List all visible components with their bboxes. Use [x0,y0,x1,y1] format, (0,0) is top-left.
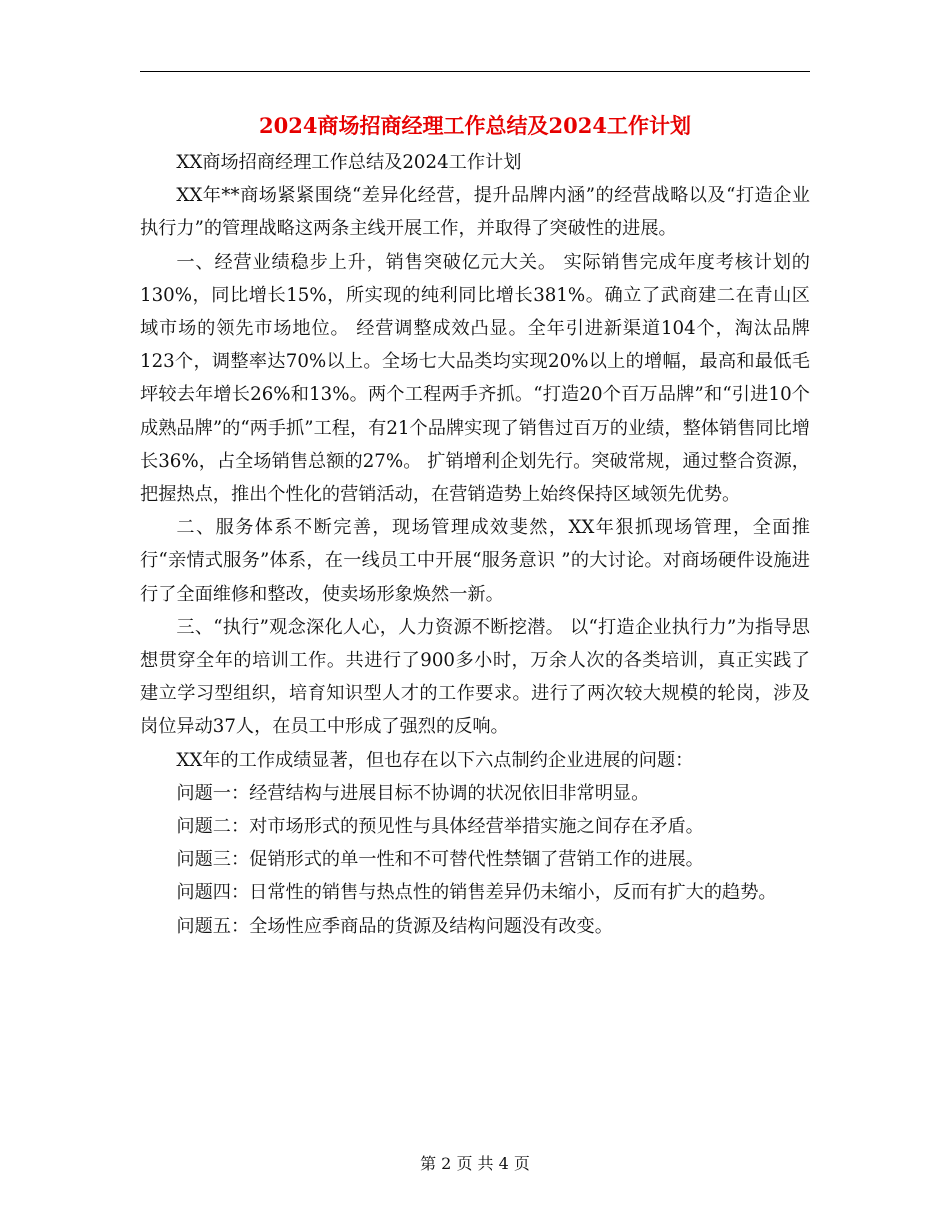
paragraph-section-2: 二、服务体系不断完善，现场管理成效斐然，XX年狠抓现场管理，全面推行“亲情式服务”体系，在一线员工中开展“服务意识 ”的大讨论。对商场硬件设施进行了全面维修和整改，使卖场形象焕然一新。 [140,517,810,605]
paragraph-problem-4: 问题四：日常性的销售与热点性的销售差异仍未缩小，反而有扩大的趋势。 [176,882,777,904]
paragraph-section-1: 一、经营业绩稳步上升，销售突破亿元大关。 实际销售完成年度考核计划的130%，同比增长15%，所实现的纯利同比增长381%。确立了武商建二在青山区域市场的领先市场地位。 经营调整成效凸显。全年引进新渠道104个，淘汰品牌123个，调整率达70%以上。全场七大品类均实现20%以上的增幅，最高和最低毛坪较去年增长26%和13%。两个工程两手齐抓。“打造20个百万品牌”和“引进10个成熟品牌”的“两手抓”工程，有21个品牌实现了销售过百万的业绩，整体销售同比增长36%，占全场销售总额的27%。 扩销增利企划先行。突破常规，通过整合资源，把握热点，推出个性化的营销活动，在营销造势上始终保持区域领先优势。 [140,251,810,506]
page-number: 第 2 页 共 4 页 [420,1154,530,1173]
paragraph-problem-5: 问题五：全场性应季商品的货源及结构问题没有改变。 [176,915,613,937]
document-title: 2024商场招商经理工作总结及2024工作计划 [259,113,691,138]
document-body [140,146,810,943]
paragraph-problem-3: 问题三：促销形式的单一性和不可替代性禁锢了营销工作的进展。 [176,849,704,871]
paragraph-section-3: 三、“执行”观念深化人心，人力资源不断挖潜。 以“打造企业执行力”为指导思想贯穿全年的培训工作。共进行了900多小时，万余人次的各类培训，真正实践了建立学习型组织，培育知识型人才的工作要求。进行了两次较大规模的轮岗，涉及岗位异动37人，在员工中形成了强烈的反响。 [140,616,810,738]
paragraph-problem-2: 问题二：对市场形式的预见性与具体经营举措实施之间存在矛盾。 [176,816,704,838]
paragraph-subtitle: XX商场招商经理工作总结及2024工作计划 [176,152,522,173]
paragraph-problems-intro: XX年的工作成绩显著，但也存在以下六点制约企业进展的问题： [176,749,694,771]
header-rule [140,71,810,72]
paragraph-intro: XX年**商场紧紧围绕“差异化经营，提升品牌内涵”的经营战略以及“打造企业执行力”的管理战略这两条主线开展工作，并取得了突破性的进展。 [140,185,810,240]
paragraph-problem-1: 问题一：经营结构与进展目标不协调的状况依旧非常明显。 [176,782,650,804]
